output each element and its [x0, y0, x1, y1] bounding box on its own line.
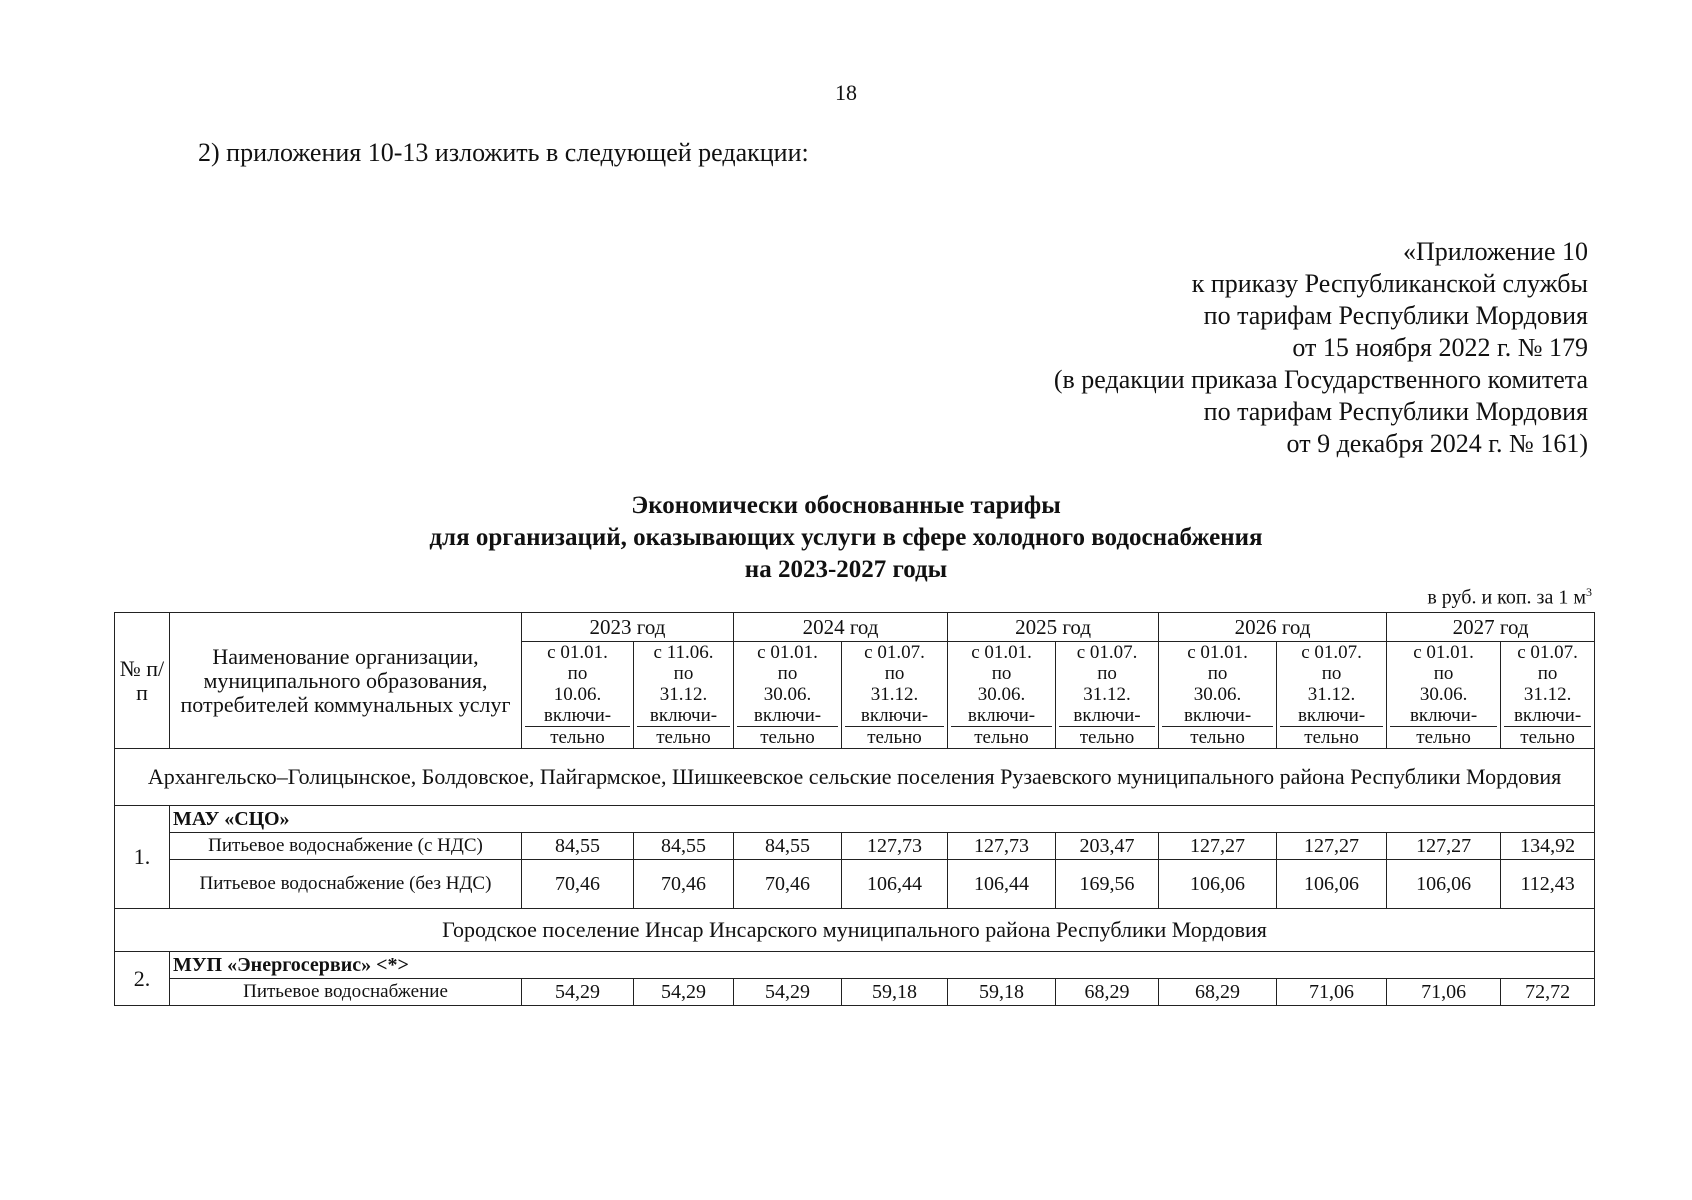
header-period — [1056, 642, 1159, 749]
header-period-line: тельно — [550, 727, 605, 748]
tariff-value: 134,92 — [1501, 833, 1595, 860]
header-period-line: с 11.06. — [653, 642, 714, 663]
tariff-value: 84,55 — [734, 833, 842, 860]
appendix-line: от 15 ноября 2022 г. № 179 — [1292, 333, 1588, 362]
header-period — [1501, 642, 1595, 749]
tariff-value: 59,18 — [948, 979, 1056, 1006]
section-title: Архангельско–Голицынское, Болдовское, Пайгармское, Шишкеевское сельские поселения Рузаевского муниципального района Республики Мордовия — [115, 749, 1595, 806]
tariff-value: 127,27 — [1159, 833, 1277, 860]
header-period-line: по — [1433, 663, 1454, 684]
document-title — [0, 490, 1692, 586]
row-number: 1. — [115, 806, 170, 909]
section-title: Городское поселение Инсар Инсарского муниципального района Республики Мордовия — [115, 909, 1595, 952]
header-period-line: с 01.01. — [1187, 642, 1248, 663]
header-period-line: 30.06. — [763, 684, 812, 705]
header-period-line: включи- — [737, 705, 838, 727]
page-number: 18 — [835, 80, 857, 105]
header-period — [734, 642, 842, 749]
header-period-line: включи- — [1162, 705, 1273, 727]
table-row — [115, 979, 1595, 1006]
unit-note-superscript: 3 — [1586, 585, 1592, 599]
header-period-line: тельно — [1079, 727, 1135, 748]
tariff-value: 106,06 — [1387, 860, 1501, 909]
header-period-line: тельно — [974, 727, 1029, 748]
tariff-value: 70,46 — [522, 860, 634, 909]
header-period-line: 30.06. — [1419, 684, 1468, 705]
tariff-value: 127,73 — [842, 833, 948, 860]
header-period-line: с 01.01. — [757, 642, 818, 663]
tariff-value: 203,47 — [1056, 833, 1159, 860]
header-period-line: 31.12. — [1307, 684, 1356, 705]
header-period-line: 31.12. — [870, 684, 919, 705]
header-period — [522, 642, 634, 749]
tariff-value: 70,46 — [734, 860, 842, 909]
tariff-value: 84,55 — [634, 833, 734, 860]
header-period-line: включи- — [1504, 705, 1591, 727]
title-line: Экономически обоснованные тарифы — [631, 492, 1061, 519]
tariff-value: 169,56 — [1056, 860, 1159, 909]
header-period-line: с 01.07. — [1517, 642, 1578, 663]
header-period-line: включи- — [525, 705, 630, 727]
unit-note — [1427, 585, 1592, 610]
header-period-line: тельно — [1190, 727, 1245, 748]
header-period-line: тельно — [1520, 727, 1575, 748]
header-period-line: включи- — [951, 705, 1052, 727]
appendix-line: «Приложение 10 — [1402, 237, 1588, 266]
intro-paragraph: 2) приложения 10-13 изложить в следующей редакции: — [198, 138, 809, 167]
header-period-line: по — [777, 663, 798, 684]
header-period-line: тельно — [656, 727, 711, 748]
header-period — [1159, 642, 1277, 749]
header-period-line: с 01.07. — [1076, 642, 1138, 663]
header-period — [842, 642, 948, 749]
tariff-value: 106,44 — [948, 860, 1056, 909]
appendix-line: от 9 декабря 2024 г. № 161) — [1286, 429, 1588, 458]
appendix-line: к приказу Республиканской службы — [1191, 269, 1588, 298]
tariff-value: 106,06 — [1159, 860, 1277, 909]
tariff-value: 127,27 — [1387, 833, 1501, 860]
row-number: 2. — [115, 952, 170, 1006]
header-period-line: тельно — [1304, 727, 1359, 748]
header-year: 2027 год — [1387, 613, 1595, 642]
service-name: Питьевое водоснабжение (с НДС) — [170, 833, 522, 860]
appendix-line: по тарифам Республики Мордовия — [1203, 397, 1588, 426]
header-period-line: по — [1207, 663, 1228, 684]
tariff-value: 54,29 — [734, 979, 842, 1006]
header-num: № п/п — [115, 613, 170, 749]
table-row — [115, 833, 1595, 860]
tariff-value: 54,29 — [522, 979, 634, 1006]
header-period-line: тельно — [760, 727, 815, 748]
header-period-line: по — [1097, 663, 1117, 684]
tariff-table — [114, 612, 1595, 1006]
tariff-value: 106,06 — [1277, 860, 1387, 909]
header-period-line: по — [884, 663, 905, 684]
header-period-line: по — [1537, 663, 1558, 684]
header-period — [634, 642, 734, 749]
header-period-line: по — [1321, 663, 1342, 684]
header-period-line: включи- — [845, 705, 944, 727]
header-period-line: включи- — [1059, 705, 1155, 727]
header-year: 2023 год — [522, 613, 734, 642]
header-period-line: тельно — [867, 727, 922, 748]
tariff-value: 71,06 — [1277, 979, 1387, 1006]
header-period-line: по — [673, 663, 694, 684]
tariff-value: 68,29 — [1159, 979, 1277, 1006]
header-period-line: с 01.01. — [1413, 642, 1474, 663]
table-row — [115, 860, 1595, 909]
title-line: на 2023-2027 годы — [744, 556, 948, 583]
tariff-value: 112,43 — [1501, 860, 1595, 909]
unit-note-text: в руб. и коп. за 1 м — [1427, 586, 1586, 609]
title-line: для организаций, оказывающих услуги в сфере холодного водоснабжения — [429, 524, 1263, 551]
header-period-line: включи- — [1280, 705, 1383, 727]
header-period-line: 31.12. — [1083, 684, 1131, 705]
tariff-value: 59,18 — [842, 979, 948, 1006]
header-period-line: 10.06. — [553, 684, 602, 705]
header-year: 2026 год — [1159, 613, 1387, 642]
tariff-value: 71,06 — [1387, 979, 1501, 1006]
service-name: Питьевое водоснабжение (без НДС) — [170, 860, 522, 909]
header-period-line: 31.12. — [659, 684, 708, 705]
header-period — [948, 642, 1056, 749]
appendix-reference — [1054, 236, 1588, 460]
header-period-line: 30.06. — [977, 684, 1026, 705]
header-period-line: включи- — [1390, 705, 1497, 727]
tariff-value: 84,55 — [522, 833, 634, 860]
header-year: 2025 год — [948, 613, 1159, 642]
tariff-value: 54,29 — [634, 979, 734, 1006]
header-period — [1387, 642, 1501, 749]
organization-name: МУП «Энергосервис» <*> — [170, 952, 1595, 979]
tariff-value: 106,44 — [842, 860, 948, 909]
tariff-value: 68,29 — [1056, 979, 1159, 1006]
header-period-line: 31.12. — [1523, 684, 1572, 705]
header-name: Наименование организации, муниципального образования, потребителей коммунальных услуг — [170, 613, 522, 749]
header-period — [1277, 642, 1387, 749]
header-period-line: включи- — [637, 705, 730, 727]
header-period-line: 30.06. — [1193, 684, 1242, 705]
header-period-line: тельно — [1416, 727, 1471, 748]
header-period-line: по — [991, 663, 1012, 684]
header-period-line: с 01.07. — [1301, 642, 1362, 663]
appendix-line: по тарифам Республики Мордовия — [1203, 301, 1588, 330]
header-period-line: с 01.01. — [971, 642, 1032, 663]
organization-name: МАУ «СЦО» — [170, 806, 1595, 833]
appendix-line: (в редакции приказа Государственного комитета — [1053, 365, 1588, 394]
header-year: 2024 год — [734, 613, 948, 642]
tariff-value: 127,27 — [1277, 833, 1387, 860]
tariff-value: 72,72 — [1501, 979, 1595, 1006]
header-period-line: с 01.01. — [547, 642, 608, 663]
tariff-value: 70,46 — [634, 860, 734, 909]
header-period-line: с 01.07. — [864, 642, 925, 663]
service-name: Питьевое водоснабжение — [170, 979, 522, 1006]
header-period-line: по — [567, 663, 588, 684]
tariff-value: 127,73 — [948, 833, 1056, 860]
